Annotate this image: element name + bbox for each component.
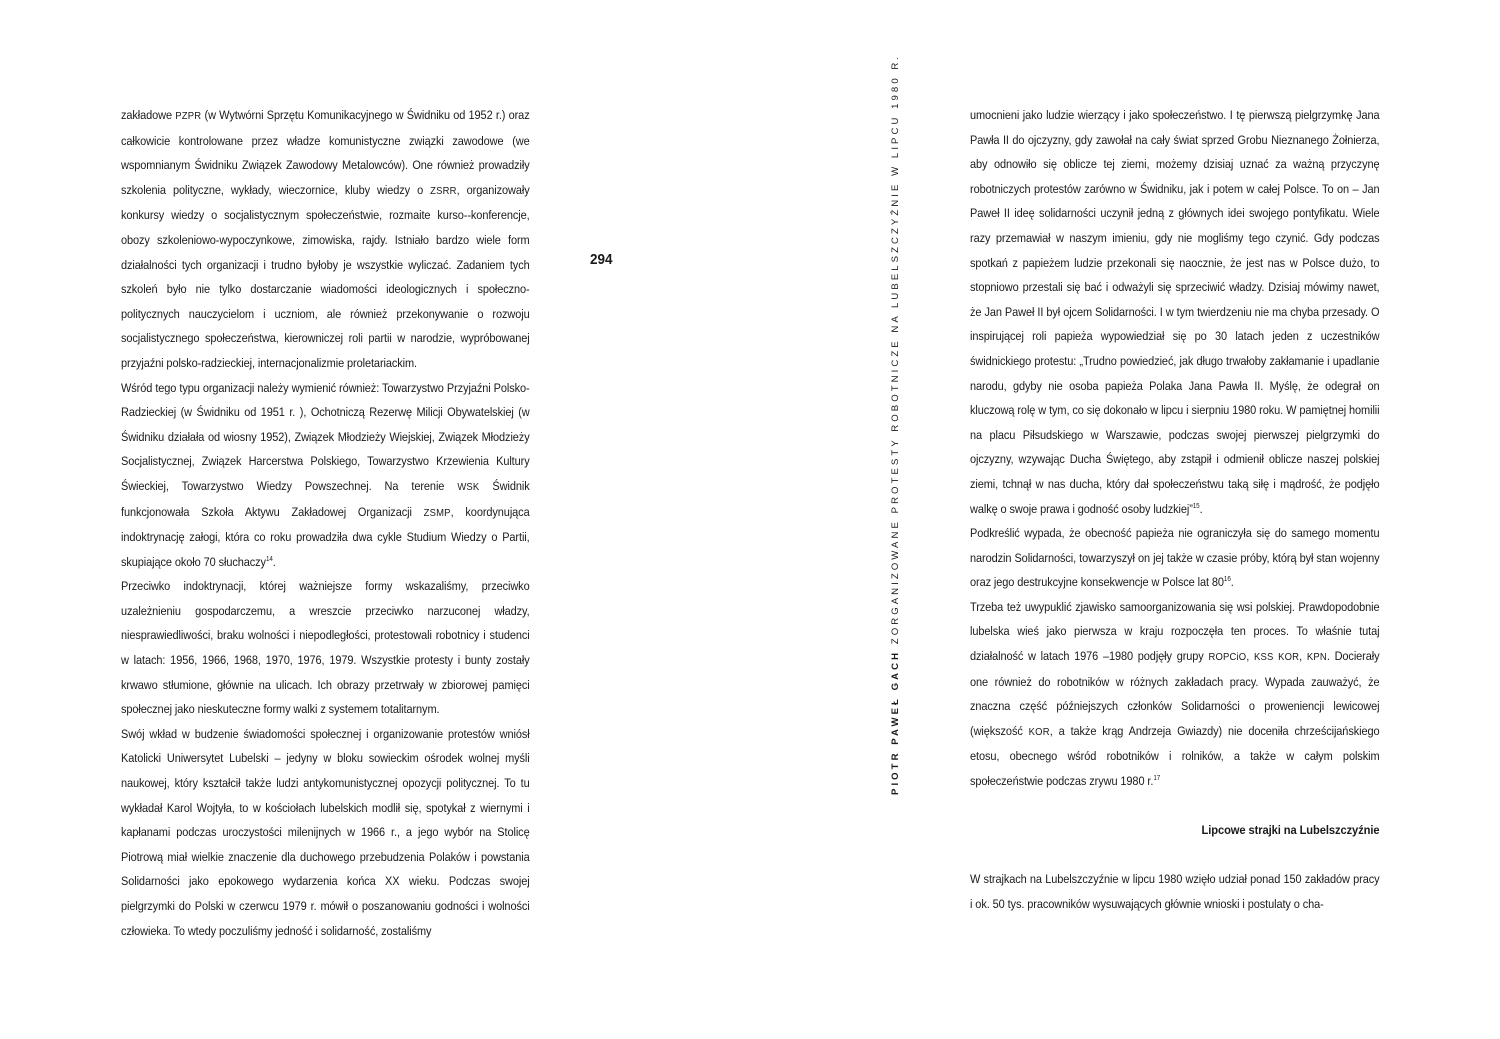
- footnote-marker: 17: [1153, 774, 1161, 782]
- text-run: .: [1199, 501, 1203, 516]
- text-run: .: [272, 554, 276, 569]
- paragraph: W strajkach na Lubelszczyźnie w lipcu 1980 wzięło udział ponad 150 zakładów pracy i ok. 50 tys. pracowników wysuwających głównie wnioski i postulaty o cha-: [970, 872, 1380, 911]
- footnote-marker: 15: [1192, 502, 1200, 510]
- spacer: [970, 843, 1380, 868]
- acronym: ZSMP: [423, 506, 451, 519]
- text-run: , organizowały konkursy wiedzy o socjalistycznym społeczeństwie, rozmaite kurso--konferencje, obozy szkoleniowo-wypoczynkowe, zimowiska, rajdy. Istniało bardzo wiele form działalności tych organizacji i trudno byłoby je wszystkie wyliczać. Zadaniem tych szkoleń było nie tylko dostarczanie wiadomości ideologicznych i społeczno-politycznych nauczycielom i uczniom, ale również przekonywanie o rozwoju socjalistycznego społeczeństwa, kierowniczej roli partii w narodzie, wypróbowanej przyjaźni polsko-radzieckiej, internacjonalizmie proletariackim.: [121, 182, 530, 370]
- text-run: Trzeba też uwypuklić zjawisko samoorganizowania się wsi polskiej. Prawdopodobnie lubelska wieś jako pierwsza w kraju rozpoczęła ten proces. To właśnie tutaj działalność w latach 1976 –1980 podjęły grupy: [970, 599, 1380, 664]
- acronym: ROPCiO: [1208, 651, 1247, 664]
- running-head: [890, 54, 901, 795]
- footnote-marker: 14: [265, 555, 273, 563]
- text-run: , a także krąg Andrzeja Gwiazdy) nie doceniła chrześcijańskiego etosu, obecnego wśród robotników i rolników, a także w całym polskim społeczeństwie podczas zrywu 1980 r.: [970, 723, 1380, 789]
- acronym: PZPR: [175, 110, 202, 122]
- running-head-title: ZORGANIZOWANE PROTESTY ROBOTNICZE NA LUBELSZCZYŹNIE W LIPCU 1980 R.: [890, 53, 901, 645]
- right-page-text: [970, 103, 1380, 917]
- left-page-text: [121, 103, 530, 943]
- paragraph: Swój wkład w budzenie świadomości społecznej i organizowanie protestów wniósł Katolicki Uniwersytet Lubelski – jedyny w bloku sowieckim ośrodek wolnej myśli naukowej, który kształcił także ludzi antykomunistycznej opozycji politycznej. To tu wykładał Karol Wojtyła, to w kościołach lubelskich modlił się, spotykał z wiernymi i kapłanami podczas uroczystości milenijnych w 1966 r., a jego wybór na Stolicę Piotrową miał wielkie znaczenie dla duchowego przebudzenia Polaków i powstania Solidarności jako epokowego wydarzenia końca XX wieku. Podczas swojej pielgrzymki do Polski w czerwcu 1979 r. mówił o poszanowaniu godności i wolności człowieka. To wtedy poczuliśmy jedność i solidarność, zostaliśmy: [121, 726, 530, 938]
- spacer: [970, 794, 1380, 819]
- acronym: ZSRR: [430, 184, 457, 197]
- text-run: zakładowe: [121, 108, 176, 122]
- paragraph: [121, 103, 530, 376]
- page-number: 294: [590, 251, 613, 268]
- running-head-author: PIOTR PAWEŁ GACH: [890, 649, 901, 795]
- text-run: Wśród tego typu organizacji należy wymienić również: Towarzystwo Przyjaźni Polsko-Radzieckiej (w Świdniku od 1951 r. ), Ochotniczą Rezerwę Milicji Obywatelskiej (w Świdniku działała od wiosny 1952), Związek Młodzieży Wiejskiej, Związek Młodzieży Socjalistycznej, Związek Harcerstwa Polskiego, Towarzystwo Krzewienia Kultury Świeckiej, Towarzystwo Wiedzy Powszechnej. Na terenie: [121, 380, 530, 493]
- acronym: KSS KOR: [1254, 651, 1300, 664]
- text-run: Świdnik funkcjonowała Szkoła Aktywu Zakładowej Organizacji: [121, 478, 530, 519]
- paragraph: [970, 521, 1380, 595]
- paragraph: [121, 376, 530, 575]
- paragraph: Przeciwko indoktrynacji, której ważniejsze formy wskazaliśmy, przeciwko uzależnieniu gospodarczemu, a wreszcie przeciwko narzuconej władzy, niesprawiedliwości, braku wolności i niepodległości, protestowali robotnicy i studenci w latach: 1956, 1966, 1968, 1970, 1976, 1979. Wszystkie protesty i bunty zostały krwawo stłumione, głównie na ulicach. Ich obrazy przetrwały w zbiorowej pamięci społecznej jako nieskuteczne formy walki z systemem totalitarnym.: [121, 579, 530, 717]
- paragraph: [970, 595, 1380, 794]
- text-run: (w Wytwórni Sprzętu Komunikacyjnego w Świdniku od 1952 r.) oraz całkowicie kontrolowane przez władze komunistyczne związki zawodowe (we wspomnianym Świdniku Związek Zawodowy Metalowców). One również prowadziły szkolenia polityczne, wykłady, wieczornice, kluby wiedzy o: [121, 108, 530, 197]
- acronym: KPN: [1306, 651, 1327, 664]
- text-run: ,: [1299, 649, 1307, 664]
- text-run: , koordynująca indoktrynację załogi, która co roku prowadziła dwa cykle Studium Wiedzy o Partii, skupiające około 70 słuchaczy: [121, 504, 530, 569]
- section-heading: Lipcowe strajki na Lubelszczyźnie: [1201, 823, 1380, 838]
- acronym: KOR: [1028, 725, 1050, 738]
- footnote-marker: 16: [1223, 576, 1231, 584]
- text-run: Podkreślić wypada, że obecność papieża nie ograniczyła się do samego momentu narodzin Solidarności, towarzyszył on jej także w czasie próby, którą był stan wojenny oraz jego destrukcyjne konsekwencje w Polsce lat 80: [970, 526, 1380, 590]
- text-run: .: [1230, 575, 1234, 590]
- text-run: ,: [1246, 649, 1255, 664]
- acronym: WSK: [457, 480, 480, 493]
- paragraph: [970, 103, 1380, 521]
- text-run: . Docierały one również do robotników w różnych zakładach pracy. Wypada zauważyć, że znaczna część późniejszych członków Solidarności o proweniencji lewicowej (większość: [970, 649, 1380, 738]
- text-run: umocnieni jako ludzie wierzący i jako społeczeństwo. I tę pierwszą pielgrzymkę Jana Pawła II do ojczyzny, gdy zawołał na cały świat sprzed Grobu Nieznanego Żołnierza, aby odnowiło się oblicze tej ziemi, możemy dzisiaj uznać za ważną przyczynę robotniczych protestów zarówno w Świdniku, jak i potem w całej Polsce. To on – Jan Paweł II ideę solidarności uczynił jedną z głównych idei swojego pontyfikatu. Wiele razy przemawiał w naszym imieniu, gdy nie mogliśmy tego czynić. Gdy podczas spotkań z papieżem ludzie przekonali się naocznie, że jest nas w Polsce dużo, to stopniowo przestali się bać i odważyli się sprzeciwić władzy. Dzisiaj mówimy nawet, że Jan Paweł II był ojcem Solidarności. I w tym twierdzeniu nie ma chyba przesady. O inspirującej roli papieża wypowiedział się po 30 latach jeden z uczestników świdnickiego protestu: „Trudno powiedzieć, jak długo trwałoby zakłamanie i upadlanie narodu, gdyby nie osoba papieża Polaka Jana Pawła II. Myślę, że odegrał on kluczową rolę w tym, co się dokonało w lipcu i sierpniu 1980 roku. W pamiętnej homilii na placu Piłsudskiego w Warszawie, podczas swojej pierwszej pielgrzymki do ojczyzny, wzywając Ducha Świętego, aby zstąpił i odmienił oblicze naszej polskiej ziemi, tchnął w nas ducha, który dał społeczeństwu taką siłę i mądrość, że podjęło walkę o swoje prawa i godność osoby ludzkiej”: [970, 108, 1380, 516]
